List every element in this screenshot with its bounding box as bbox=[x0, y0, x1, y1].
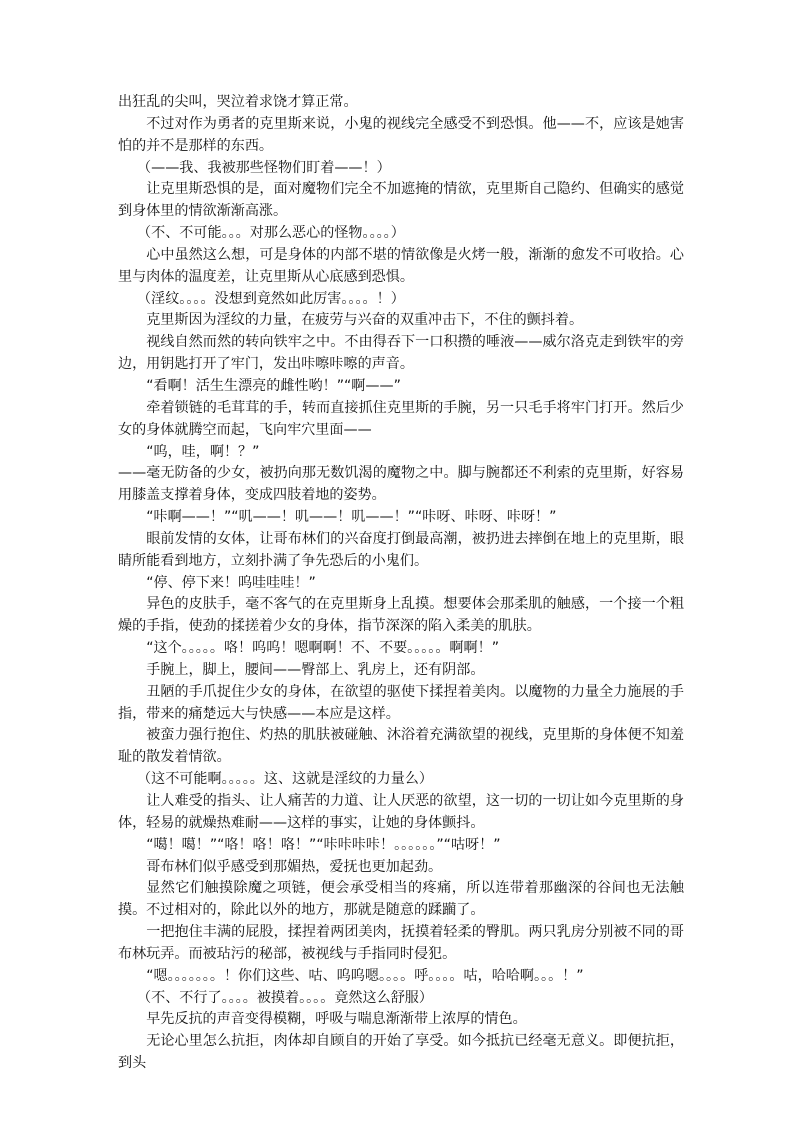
paragraph: （不、不可能。。。对那么恶心的怪物。。。。） bbox=[137, 225, 405, 242]
paragraph: 无论心里怎么抗拒，肉体却自顾自的开始了享受。如今抵抗已经毫无意义。即便抗拒，到头 bbox=[118, 1033, 684, 1072]
paragraph: “嗯。。。。。。。！你们这些、咕、呜呜嗯。。。。呼。。。。咕，哈哈啊。。。！” bbox=[146, 967, 584, 984]
paragraph: 异色的皮肤手，毫不客气的在克里斯身上乱摸。想要体会那柔肌的触感，一个接一个粗燥的手指，使劲的揉搓着少女的身体，指节深深的陷入柔美的肌肤。 bbox=[118, 596, 684, 635]
paragraph: “咔啊——！”“叽——！叽——！叽——！”“咔呀、咔呀、咔呀！” bbox=[146, 509, 557, 526]
paragraph: （这不可能啊。。。。。这、这就是淫纹的力量么） bbox=[137, 771, 433, 788]
paragraph: ——毫无防备的少女，被扔向那无数饥渴的魔物之中。脚与腕都还不利索的克里斯，好容易用膝盖支撑着身体，变成四肢着地的姿势。 bbox=[118, 465, 684, 504]
paragraph: 显然它们触摸除魔之项链，便会承受相当的疼痛，所以连带着那幽深的谷间也无法触摸。不过相对的，除此以外的地方，那就是随意的蹂躏了。 bbox=[118, 880, 684, 919]
paragraph: （淫纹。。。。没想到竟然如此厉害。。。。！） bbox=[137, 290, 405, 307]
paragraph: 牵着锁链的毛茸茸的手，转而直接抓住克里斯的手腕，另一只毛手将牢门打开。然后少女的身体就腾空而起，飞向牢穴里面—— bbox=[118, 399, 684, 438]
paragraph: 克里斯因为淫纹的力量，在疲劳与兴奋的双重冲击下，不住的颤抖着。 bbox=[146, 312, 584, 329]
paragraph: “这个。。。。。咯！呜呜！嗯啊啊！不、不要。。。。。啊啊！” bbox=[146, 640, 500, 657]
paragraph: 早先反抗的声音变得模糊，呼吸与喘息渐渐带上浓厚的情色。 bbox=[146, 1011, 527, 1028]
paragraph: 手腕上，脚上，腰间——臀部上、乳房上，还有阴部。 bbox=[146, 661, 485, 678]
paragraph: “噶！噶！”“咯！咯！咯！”“咔咔咔咔！。。。。。。”“咕呀！” bbox=[146, 836, 501, 853]
paragraph: 出狂乱的尖叫，哭泣着求饶才算正常。 bbox=[118, 94, 358, 110]
paragraph: “呜，哇，啊！？” bbox=[146, 443, 260, 460]
paragraph: 眼前发情的女体，让哥布林们的兴奋度打倒最高潮，被扔进去摔倒在地上的克里斯，眼睛所能看到地方，立刻扑满了争先恐后的小鬼们。 bbox=[118, 530, 684, 569]
paragraph: “看啊！活生生漂亮的雌性哟！”“啊——” bbox=[146, 377, 401, 394]
paragraph: 一把抱住丰满的屁股，揉捏着两团美肉，抚摸着轻柔的臀肌。两只乳房分别被不同的哥布林玩弄。而被玷污的秘部，被视线与手指同时侵犯。 bbox=[118, 924, 684, 962]
document-body bbox=[118, 92, 684, 1075]
paragraph: 让克里斯恐惧的是，面对魔物们完全不加遮掩的情欲，克里斯自己隐约、但确实的感觉到身体里的情欲渐渐高涨。 bbox=[118, 181, 684, 220]
paragraph: 丑陋的手爪捉住少女的身体，在欲望的驱使下揉捏着美肉。以魔物的力量全力施展的手指，带来的痛楚远大与快感——本应是这样。 bbox=[118, 683, 684, 722]
paragraph: （——我、我被那些怪物们盯着——！） bbox=[137, 159, 391, 176]
paragraph: （不、不行了。。。。被摸着。。。。竟然这么舒服） bbox=[137, 989, 433, 1006]
paragraph: 被蛮力强行抱住、灼热的肌肤被碰触、沐浴着充满欲望的视线，克里斯的身体便不知羞耻的散发着情欲。 bbox=[118, 727, 684, 766]
paragraph: 哥布林们似乎感受到那媚热，爱抚也更加起劲。 bbox=[146, 858, 443, 875]
paragraph: 心中虽然这么想，可是身体的内部不堪的情欲像是火烤一般，渐渐的愈发不可收拾。心里与肉体的温度差，让克里斯从心底感到恐惧。 bbox=[118, 246, 684, 285]
paragraph: 视线自然而然的转向铁牢之中。不由得吞下一口积攒的唾液——威尔洛克走到铁牢的旁边，用钥匙打开了牢门，发出咔嚓咔嚓的声音。 bbox=[118, 334, 684, 373]
paragraph: 让人难受的指头、让人痛苦的力道、让人厌恶的欲望，这一切的一切让如今克里斯的身体，轻易的就燥热难耐——这样的事实，让她的身体颤抖。 bbox=[118, 793, 684, 831]
paragraph: “停、停下来！呜哇哇哇！” bbox=[146, 574, 316, 591]
paragraph: 不过对作为勇者的克里斯来说，小鬼的视线完全感受不到恐惧。他——不，应该是她害怕的并不是那样的东西。 bbox=[118, 115, 684, 154]
